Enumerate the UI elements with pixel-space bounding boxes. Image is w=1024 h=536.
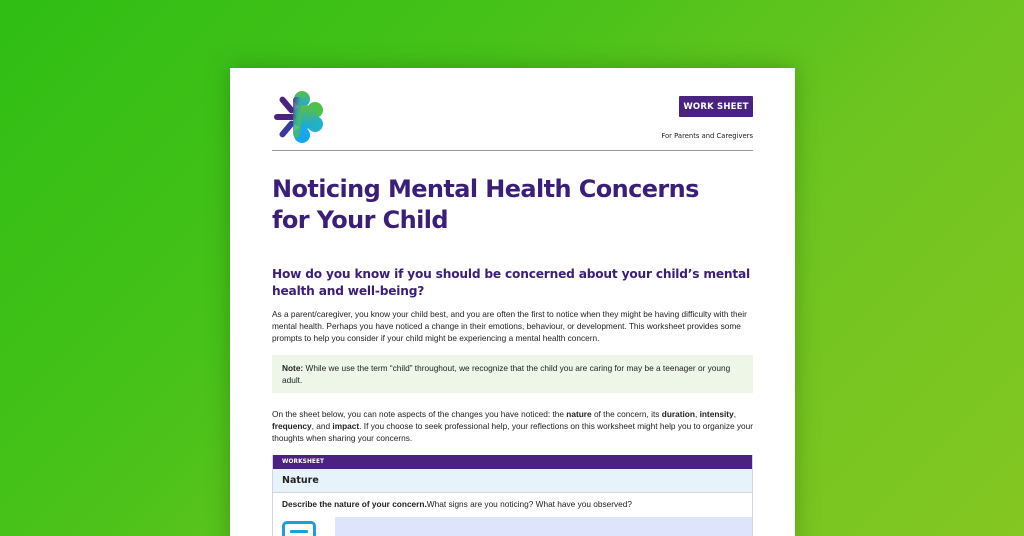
note-label: Note: [282, 363, 304, 373]
notes-icon [282, 521, 316, 536]
note-callout [272, 355, 753, 393]
keyword-intensity: intensity [699, 409, 734, 419]
keyword-frequency: frequency [272, 421, 312, 432]
instructions-paragraph [272, 408, 758, 445]
prompt-text: What signs are you noticing? What have you observed? [426, 499, 633, 509]
worksheet-header: WORKSHEET [273, 455, 752, 469]
nature-response-input[interactable] [335, 517, 752, 536]
instructions-text: of the concern, its [591, 409, 662, 419]
worksheet-table [272, 455, 753, 536]
prompt-bold: Describe the nature of your concern. [282, 499, 427, 509]
keyword-nature: nature [566, 409, 592, 419]
keyword-duration: duration [661, 409, 695, 419]
keyword-impact: impact [332, 421, 360, 432]
page-title: Noticing Mental Health Concerns for Your Child [272, 175, 699, 234]
section-subtitle: How do you know if you should be concerned about your child’s mental health and well-being? [272, 267, 751, 298]
worksheet-page [230, 68, 795, 536]
header-divider [272, 150, 753, 151]
nature-prompt [273, 493, 752, 515]
instructions-text: On the sheet below, you can note aspects of the changes you have noticed: the [272, 409, 567, 419]
note-text: While we use the term “child” throughout, we recognize that the child you are caring for may be a teenager or young adult. [282, 363, 731, 386]
audience-label: For Parents and Caregivers [661, 132, 753, 140]
brand-logo-icon [271, 89, 327, 145]
nature-input-row [273, 515, 752, 536]
instructions-text: . If you choose to seek professional help, your reflections on this worksheet might help you to organize your thoughts when sharing your concerns. [272, 421, 754, 444]
instructions-text: , and [311, 421, 333, 432]
instructions-text: , [694, 409, 700, 419]
section-heading-nature: Nature [273, 469, 752, 493]
worksheet-badge: WORK SHEET [679, 96, 753, 117]
intro-paragraph: As a parent/caregiver, you know your child best, and you are often the first to notice when they might be having difficulty with their mental health. Perhaps you have noticed a change in their emotions, behaviour, or development. This worksheet provides some prompts to help you consider if your child might be experiencing a mental health concern. [272, 309, 747, 344]
instructions-text: , [733, 409, 736, 419]
